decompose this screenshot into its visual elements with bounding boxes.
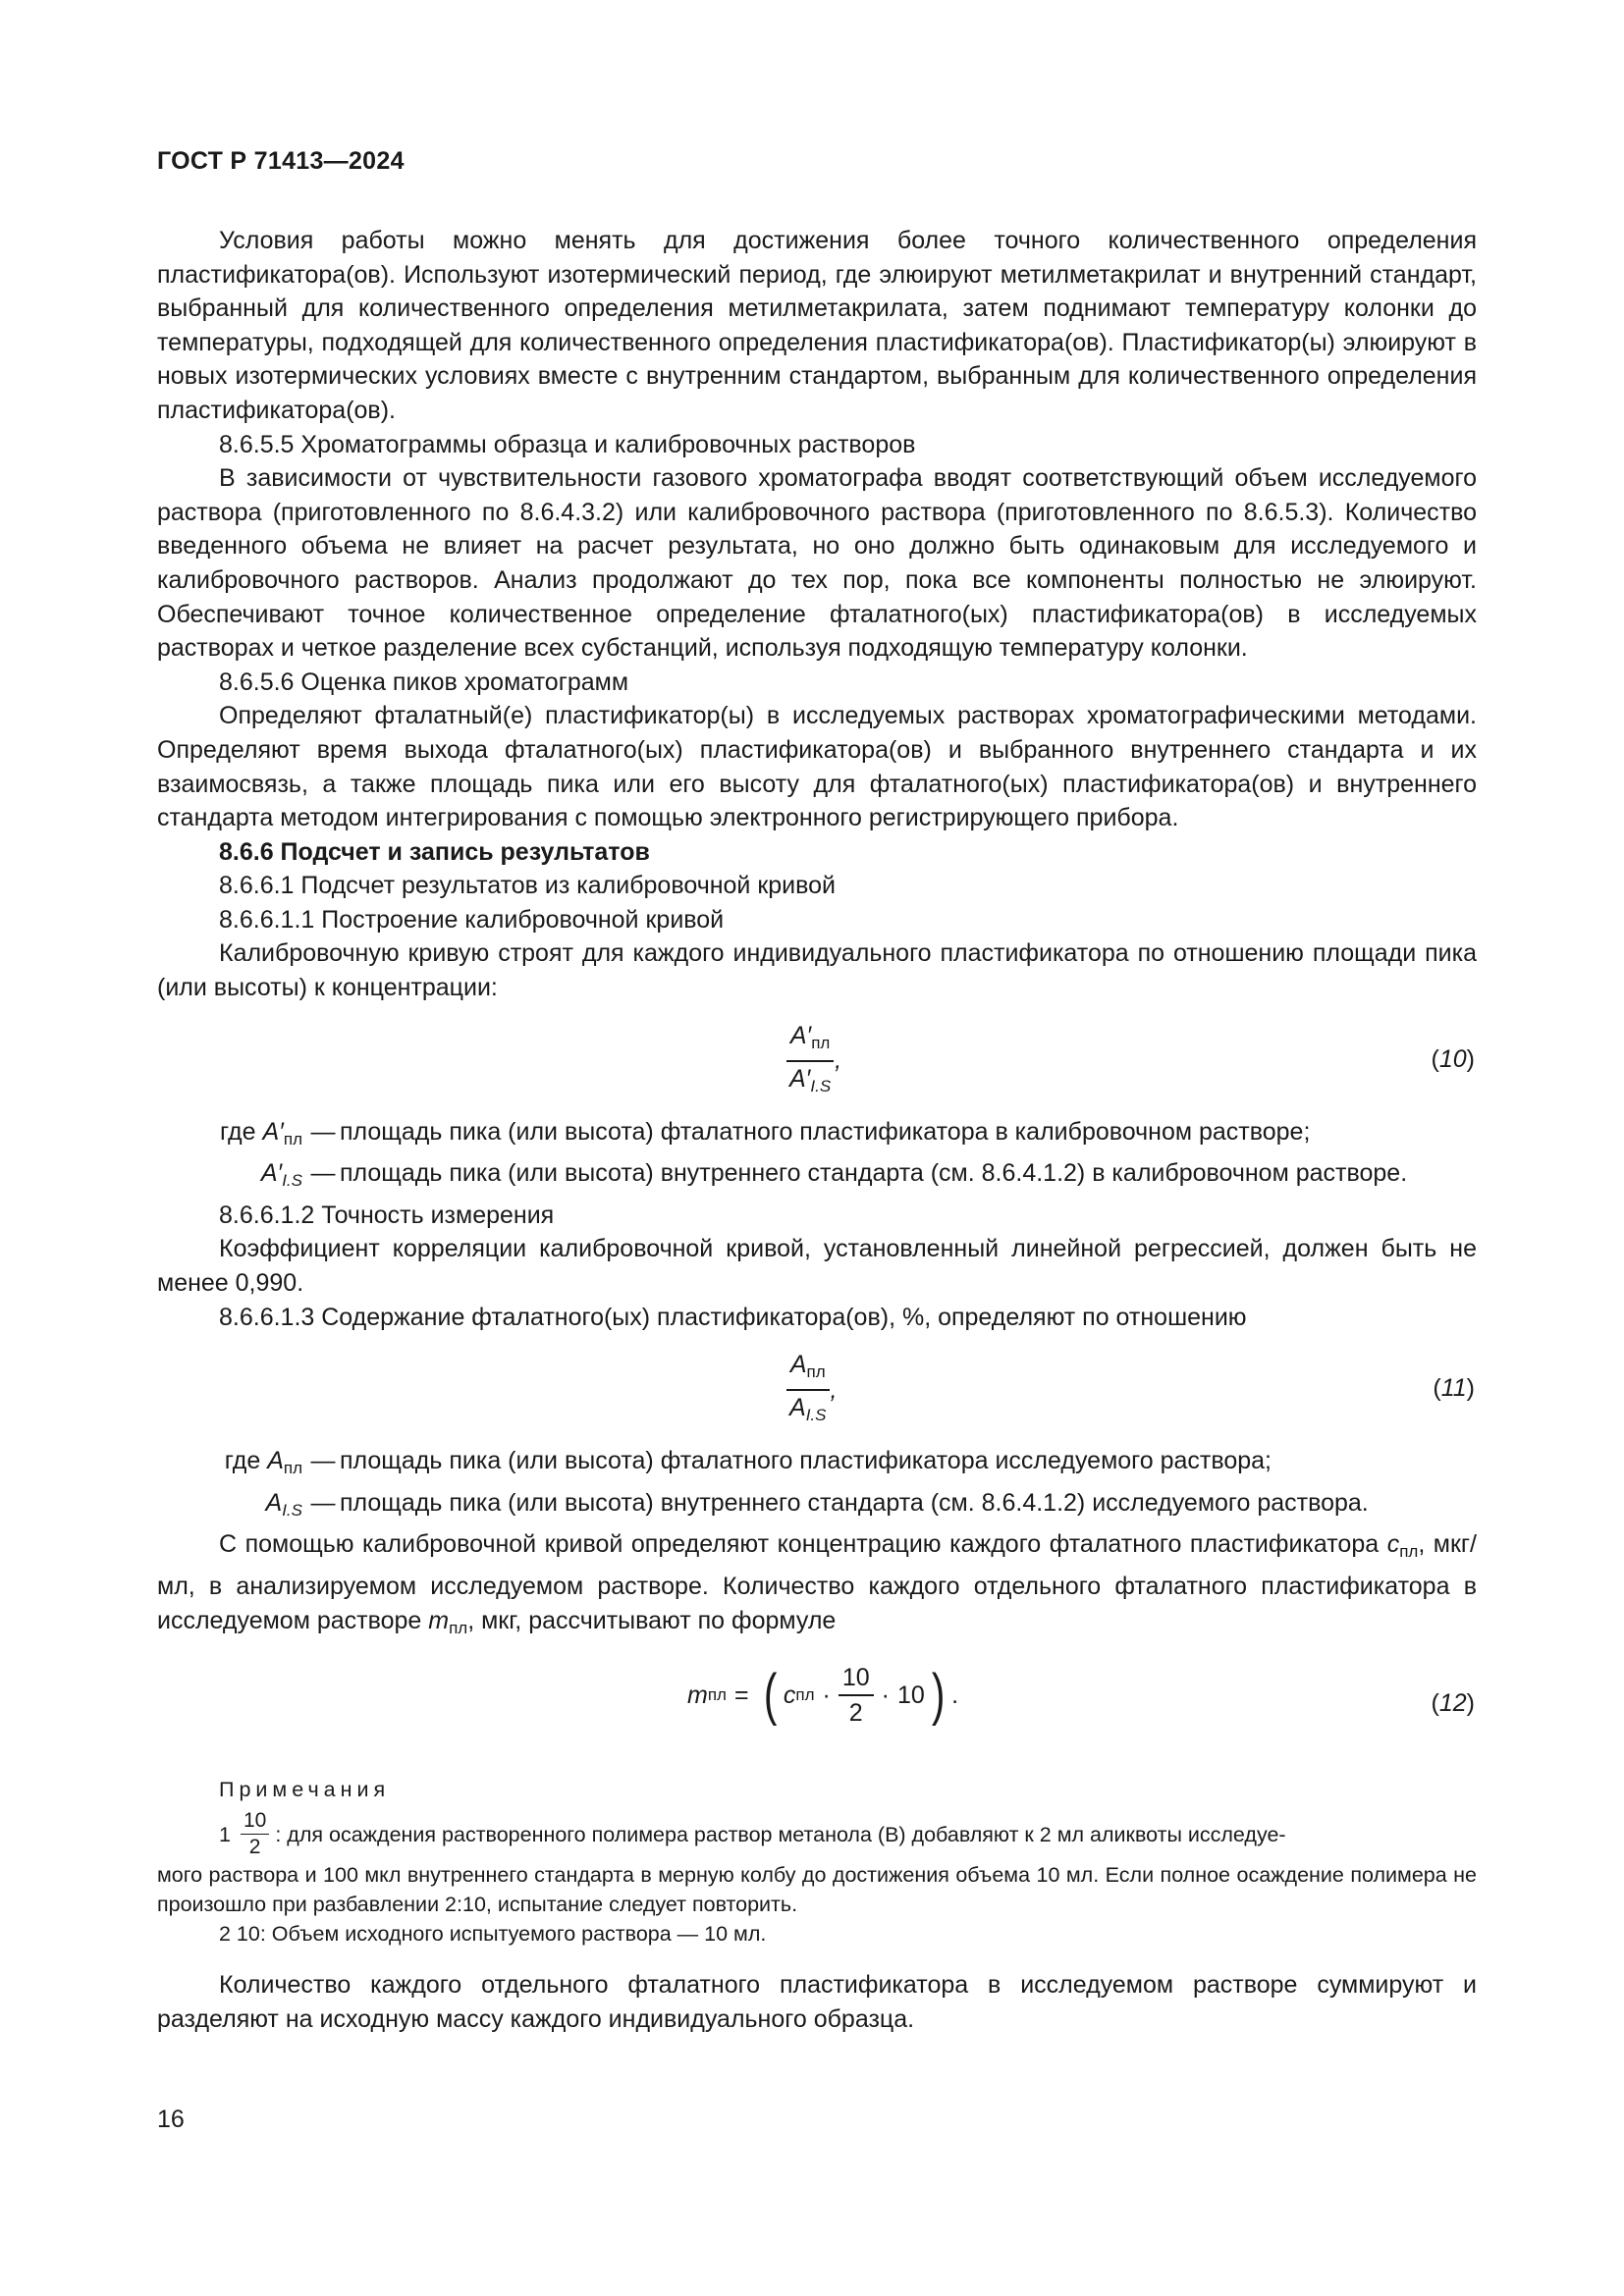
formula-11 bbox=[157, 1346, 1477, 1430]
section-heading: 8.6.6.1.2 Точность измерения bbox=[219, 1201, 555, 1229]
formula-10-expression: $\frac{A'_{пл}}{A'_{I.S}}$ , bbox=[785, 1021, 841, 1101]
note-fraction: $\frac{10}{2}$ bbox=[241, 1808, 269, 1860]
note-1-continued: мого раствора и 100 мкл внутреннего стандарта в мерную колбу до достижения объема 10 мл. Если полное осаждение полимера не произошло при разбавлении 2:10, испытание следует повторить. bbox=[157, 1863, 1477, 1917]
note-2: 2 10: Объем исходного испытуемого раствора — 10 мл. bbox=[219, 1922, 767, 1947]
note-1: 1 $\frac{10}{2}$ : для осаждения растворенного полимера раствор метанола (B) добавляют к 2 мл аликвоты исследуе- bbox=[219, 1809, 1286, 1859]
document-header: ГОСТ Р 71413—2024 bbox=[157, 147, 405, 175]
formula-10 bbox=[157, 1017, 1477, 1101]
paragraph: Определяют фталатный(е) пластификатор(ы) в исследуемых растворах хроматографическими методами. Определяют время выхода фталатного(ых) пластификатора(ов) и выбранного внутреннего стандарта и их взаимосвязь, а также площадь пика или его высоту для фталатного(ых) пластификатора(ов) и внутреннего стандарта методом интегрирования с помощью электронного регистрирующего прибора. bbox=[157, 702, 1477, 832]
section-heading-bold: 8.6.6 Подсчет и запись результатов bbox=[219, 837, 650, 866]
page-number: 16 bbox=[157, 2106, 185, 2133]
section-heading: 8.6.6.1.1 Построение калибровочной кривой bbox=[219, 905, 725, 934]
definition-text: площадь пика (или высота) фталатного пластификатора исследуемого раствора; bbox=[340, 1447, 1272, 1475]
fraction-numerator: 10 bbox=[839, 1663, 874, 1696]
fraction bbox=[785, 1350, 830, 1430]
definitions-11 bbox=[157, 1444, 1477, 1527]
definition-text: площадь пика (или высота) внутреннего стандарта (см. 8.6.4.1.2) в калибровочном растворе. bbox=[340, 1159, 1408, 1188]
paragraph: Калибровочную кривую строят для каждого индивидуального пластификатора по отношению площади пика (или высоты) к концентрации: bbox=[157, 939, 1477, 1002]
definition-row: $A_{I.S}$ — площадь пика (или высота) внутреннего стандарта (см. 8.6.4.1.2) исследуемого раствора. bbox=[157, 1486, 1477, 1528]
definitions-10 bbox=[157, 1115, 1477, 1199]
page-content bbox=[157, 224, 1477, 2036]
fraction-denominator: $A_{I.S}$ bbox=[789, 1394, 827, 1425]
fraction-numerator: $A_{пл}$ bbox=[786, 1350, 830, 1391]
notes-block bbox=[157, 1775, 1477, 1949]
formula-11-expression: $\frac{A_{пл}}{A_{I.S}}$ , bbox=[785, 1350, 837, 1430]
formula-number: (11) bbox=[1433, 1374, 1475, 1403]
fraction bbox=[839, 1663, 874, 1728]
formula-12-expression: m пл = ( c пл · $\frac{10}{2}$ · 10 ) . bbox=[687, 1663, 959, 1728]
paragraph: Условия работы можно менять для достижения более точного количественного определения пластификатора(ов). Используют изотермический период, где элюируют метилметакрилат и внутренний стандарт, выбранный для количественного определения метилметакрилата, затем поднимают температуру колонки до температуры, подходящей для количественного определения пластификатора(ов). Пластификатор(ы) элюируют в новых изотермических условиях вместе с внутренним стандартом, выбранным для количественного определения пластификатора(ов). bbox=[157, 227, 1477, 424]
formula-number: (12) bbox=[1431, 1689, 1475, 1718]
definition-row: где $A_{пл}$ — площадь пика (или высота) фталатного пластификатора исследуемого раствора; bbox=[157, 1444, 1477, 1486]
fraction bbox=[785, 1021, 835, 1101]
definition-symbol: $A'_{I.S}$ bbox=[260, 1159, 302, 1191]
notes-title: Примечания bbox=[219, 1778, 391, 1802]
section-heading: 8.6.6.1.3 Содержание фталатного(ых) пластификатора(ов), %, определяют по отношению bbox=[219, 1303, 1247, 1331]
fraction-numerator: $A'_{пл}$ bbox=[786, 1021, 835, 1062]
definition-row: $A'_{I.S}$ — площадь пика (или высота) внутреннего стандарта (см. 8.6.4.1.2) в калибровочном растворе. bbox=[157, 1156, 1477, 1199]
paragraph: Коэффициент корреляции калибровочной кривой, установленный линейной регрессией, должен быть не менее 0,990. bbox=[157, 1235, 1477, 1298]
definition-row: где $A'_{пл}$ — площадь пика (или высота) фталатного пластификатора в калибровочном растворе; bbox=[157, 1115, 1477, 1157]
paragraph: С помощью калибровочной кривой определяют концентрацию каждого фталатного пластификатора $c_{пл}$, мкг/мл, в анализируемом исследуемом растворе. Количество каждого отдельного фталатного пластификатора в исследуемом растворе $m_{пл}$, мкг, рассчитывают по формуле bbox=[157, 1530, 1477, 1637]
section-heading: 8.6.6.1 Подсчет результатов из калибровочной кривой bbox=[219, 872, 837, 900]
formula-number: (10) bbox=[1431, 1044, 1475, 1073]
definition-symbol: $A_{I.S}$ bbox=[265, 1488, 302, 1520]
fraction-denominator: 2 bbox=[848, 1699, 863, 1728]
definition-text: площадь пика (или высота) фталатного пластификатора в калибровочном растворе; bbox=[340, 1117, 1311, 1146]
definition-symbol: где $A_{пл}$ bbox=[224, 1447, 302, 1478]
section-heading: 8.6.5.6 Оценка пиков хроматограмм bbox=[219, 667, 629, 696]
paragraph: Количество каждого отдельного фталатного пластификатора в исследуемом растворе суммируют и разделяют на исходную массу каждого индивидуального образца. bbox=[157, 1971, 1477, 2033]
formula-12 bbox=[157, 1657, 1477, 1753]
fraction-denominator: $A'_{I.S}$ bbox=[789, 1064, 832, 1095]
definition-text: площадь пика (или высота) внутреннего стандарта (см. 8.6.4.1.2) исследуемого раствора. bbox=[340, 1488, 1369, 1517]
section-heading: 8.6.5.5 Хроматограммы образца и калибровочных растворов bbox=[219, 430, 916, 458]
paragraph: В зависимости от чувствительности газового хроматографа вводят соответствующий объем исследуемого раствора (приготовленного по 8.6.4.3.2) или калибровочного раствора (приготовленного по 8.6.5.3). Количество введенного объема не влияет на расчет результата, но оно должно быть одинаковым для исследуемого и калибровочного растворов. Анализ продолжают до тех пор, пока все компоненты полностью не элюируют. Обеспечивают точное количественное определение фталатного(ых) пластификатора(ов) в исследуемых растворах и четкое разделение всех субстанций, используя подходящую температуру колонки. bbox=[157, 464, 1477, 663]
definition-symbol: где $A'_{пл}$ bbox=[220, 1117, 302, 1148]
